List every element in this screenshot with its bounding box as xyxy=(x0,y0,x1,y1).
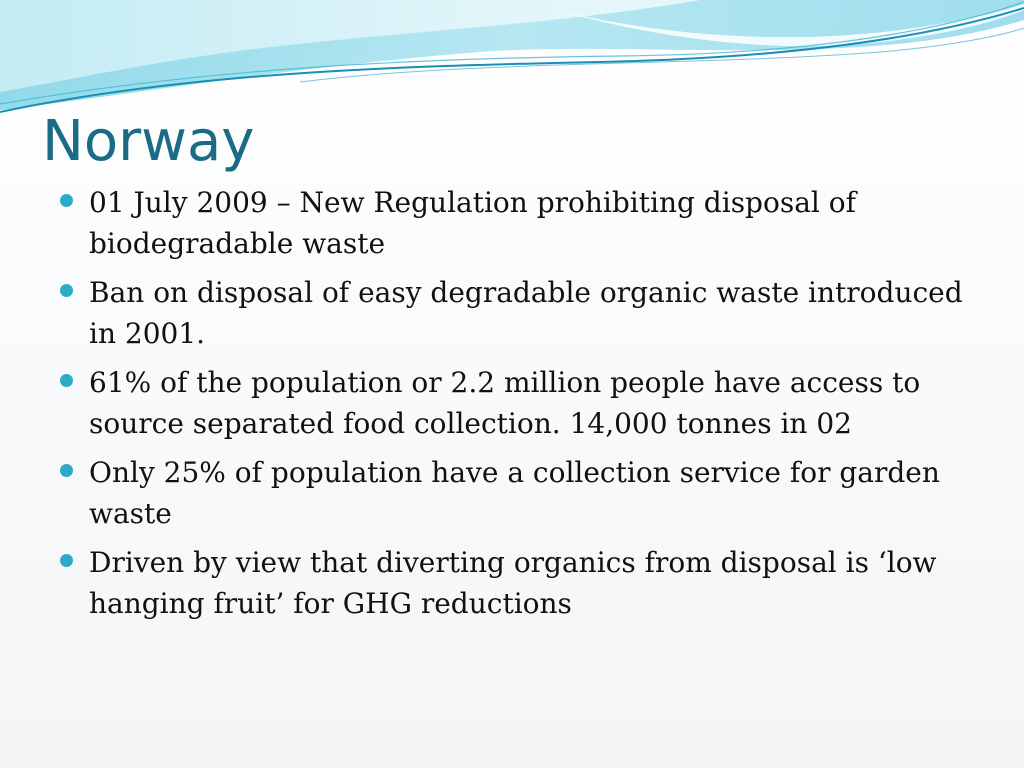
bullet-item xyxy=(60,362,980,444)
bullet-dot-icon xyxy=(60,464,73,477)
bullet-text: 61% of the population or 2.2 million people have access to source separated food collection. 14,000 tonnes in 02 xyxy=(89,366,921,440)
bullet-item xyxy=(60,452,980,534)
bullet-text: Ban on disposal of easy degradable organic waste introduced in 2001. xyxy=(89,276,963,350)
slide-title: Norway xyxy=(42,109,255,174)
bullet-text: Only 25% of population have a collection service for garden waste xyxy=(89,456,940,530)
header-wave-decoration xyxy=(0,0,1024,120)
bullet-item xyxy=(60,182,980,264)
bullet-dot-icon xyxy=(60,554,73,567)
bullet-dot-icon xyxy=(60,374,73,387)
bullet-dot-icon xyxy=(60,284,73,297)
bullet-item xyxy=(60,272,980,354)
bullet-text: 01 July 2009 – New Regulation prohibiting disposal of biodegradable waste xyxy=(89,186,856,260)
bullet-item xyxy=(60,542,980,624)
bullet-list xyxy=(60,182,980,632)
bullet-dot-icon xyxy=(60,194,73,207)
bullet-text: Driven by view that diverting organics from disposal is ‘low hanging fruit’ for GHG reductions xyxy=(89,546,937,620)
